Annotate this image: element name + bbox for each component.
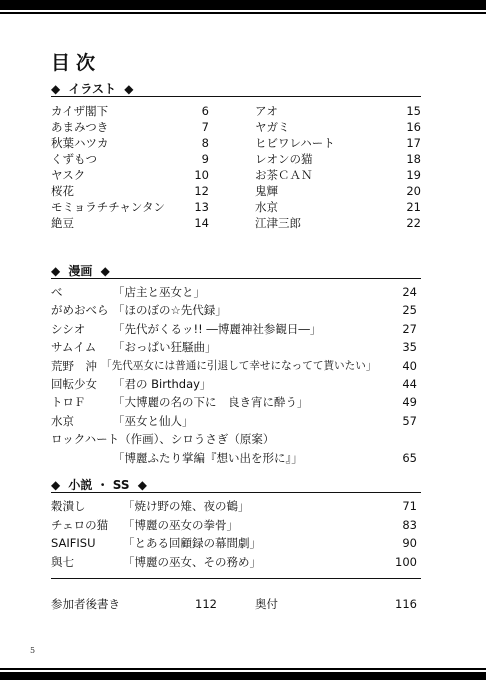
manga-entry (51, 431, 421, 447)
section-header-manga (51, 262, 421, 276)
colophon-row (255, 596, 421, 612)
illust-entry (51, 183, 221, 199)
page-number: 19 (406, 168, 421, 182)
work-title: 「巫女と仙人」 (113, 413, 194, 428)
manga-entry (51, 376, 421, 392)
author-name: べ (51, 285, 63, 299)
page-title: 目次 (51, 52, 102, 74)
illust-entry (255, 199, 425, 215)
diamond-icon: ◆ (51, 82, 61, 96)
manga-entry (51, 358, 421, 374)
page-number: 13 (194, 200, 209, 214)
author-name: SAIFISU (51, 536, 96, 550)
page-number: 7 (201, 120, 209, 134)
artist-name: 水京 (255, 200, 278, 214)
illust-entry (51, 215, 221, 231)
illust-entry (255, 167, 425, 183)
artist-name: ヤガミ (255, 120, 290, 134)
manga-entry (51, 413, 421, 429)
illust-entry (51, 151, 221, 167)
afterword-row (51, 596, 231, 612)
page-number: 71 (402, 499, 417, 513)
artist-name: 秋葉ハツカ (51, 136, 109, 150)
page-number: 27 (402, 321, 417, 336)
diamond-icon: ◆ (51, 478, 61, 492)
illust-entry (255, 135, 425, 151)
artist-name: 江津三郎 (255, 216, 301, 230)
page-number: 17 (406, 136, 421, 150)
page-number: 49 (402, 395, 417, 410)
page-number: 5 (30, 646, 36, 655)
artist-name: ヒビワレハート (255, 136, 335, 150)
page-number: 14 (194, 216, 209, 230)
artist-name: モミョラチチャンタン (51, 200, 165, 214)
artist-name: ヤスク (51, 168, 86, 182)
author-name: トロＦ (51, 395, 86, 410)
novel-entry (51, 498, 421, 514)
author-name: がめおべら (51, 303, 109, 318)
section-rule (51, 278, 421, 279)
work-title: 「ほのぼの☆先代録」 (113, 303, 227, 318)
illust-entry (51, 199, 221, 215)
artist-name: 桜花 (51, 184, 74, 198)
diamond-icon: ◆ (137, 478, 147, 492)
work-title: 「先代がくるッ!! ―博麗神社参観日―」 (113, 321, 322, 336)
work-title: 「君の Birthday」 (113, 377, 212, 391)
artist-name: くずもつ (51, 152, 97, 166)
artist-name: カイザ閣下 (51, 104, 109, 118)
author-name: 水京 (51, 413, 74, 428)
page-number: 35 (402, 340, 417, 355)
afterword-label: 参加者後書き (51, 597, 120, 611)
page-number: 83 (402, 517, 417, 532)
section-header-novel (51, 476, 421, 490)
artist-name: お茶ＣＡＮ (255, 168, 313, 182)
author-name: 穀潰し (51, 499, 86, 513)
author-name: 荒野 沖 (51, 358, 97, 373)
colophon-page: 116 (395, 597, 417, 611)
page-number: 100 (395, 554, 417, 569)
page-number: 65 (402, 450, 417, 465)
page-number: 24 (402, 285, 417, 299)
page-number: 6 (201, 104, 209, 118)
section-rule (51, 96, 421, 97)
bottom-border-bar (0, 672, 486, 680)
author-name: 回転少女 (51, 377, 97, 391)
diamond-icon: ◆ (51, 264, 61, 278)
author-name: チェロの猫 (51, 517, 109, 532)
novel-entry (51, 554, 421, 570)
illust-entry (255, 151, 425, 167)
work-title: 「先代巫女には普通に引退して幸せになってて貰いたい」 (101, 359, 377, 372)
artist-name: 鬼輝 (255, 184, 278, 198)
bottom-border-line (0, 668, 486, 670)
work-title: 「焼け野の雉、夜の鶴」 (123, 499, 250, 513)
diamond-icon: ◆ (100, 264, 110, 278)
section-label: イラスト (68, 82, 117, 96)
section-header-illust (51, 80, 421, 94)
page-number: 57 (402, 413, 417, 428)
illust-entry (51, 135, 221, 151)
illust-entry (255, 103, 425, 119)
manga-entry (51, 394, 421, 410)
page-number: 12 (194, 184, 209, 198)
page-number: 20 (406, 184, 421, 198)
manga-entry (51, 302, 421, 318)
page-number: 10 (194, 168, 209, 182)
page-number: 16 (406, 120, 421, 134)
illust-entry (255, 119, 425, 135)
illust-entry (51, 119, 221, 135)
page-number: 90 (402, 536, 417, 550)
work-title: 「博麗の巫女の拳骨」 (123, 517, 238, 532)
afterword-page: 112 (195, 597, 217, 611)
page-number: 18 (406, 152, 421, 166)
top-border-bar (0, 0, 486, 10)
illust-entry (255, 183, 425, 199)
section-label: 小説 ・ SS (68, 478, 130, 492)
artist-name: あまみつき (51, 120, 109, 134)
page-number: 15 (406, 104, 421, 118)
manga-entry (51, 339, 421, 355)
work-title: 「博麗ふたり掌編『想い出を形に』」 (113, 450, 303, 465)
manga-entry (51, 284, 421, 300)
section-rule (51, 492, 421, 493)
illust-entry (51, 167, 221, 183)
author-name: シシオ (51, 321, 86, 336)
page-number: 22 (406, 216, 421, 230)
diamond-icon: ◆ (124, 82, 134, 96)
manga-entry (51, 450, 421, 466)
novel-entry (51, 535, 421, 551)
page-number: 21 (406, 200, 421, 214)
work-title: 「博麗の巫女、その務め」 (123, 554, 261, 569)
work-title: 「店主と巫女と」 (113, 285, 205, 299)
colophon-label: 奥付 (255, 597, 278, 611)
manga-entry (51, 321, 421, 337)
illust-entry (51, 103, 221, 119)
author-name: 與七 (51, 554, 74, 569)
artist-name: アオ (255, 104, 278, 118)
artist-name: レオンの猫 (255, 152, 313, 166)
novel-entry (51, 517, 421, 533)
section-label: 漫画 (68, 264, 93, 278)
page-number: 40 (402, 358, 417, 373)
author-name: サムイム (51, 340, 97, 355)
work-title: 「大博麗の名の下に 良き宵に酔う」 (113, 395, 309, 410)
page-number: 9 (201, 152, 209, 166)
footer-rule (51, 578, 421, 579)
illust-entry (255, 215, 425, 231)
page-number: 8 (201, 136, 209, 150)
author-name: ロックハート（作画）、シロうさぎ（原案） (51, 432, 275, 447)
page-number: 25 (402, 303, 417, 318)
artist-name: 絶豆 (51, 216, 74, 230)
top-border-line (0, 12, 486, 14)
page-number: 44 (402, 377, 417, 391)
work-title: 「おっぱい狂騒曲」 (113, 340, 217, 355)
work-title: 「とある回顧録の幕間劇」 (123, 536, 261, 550)
